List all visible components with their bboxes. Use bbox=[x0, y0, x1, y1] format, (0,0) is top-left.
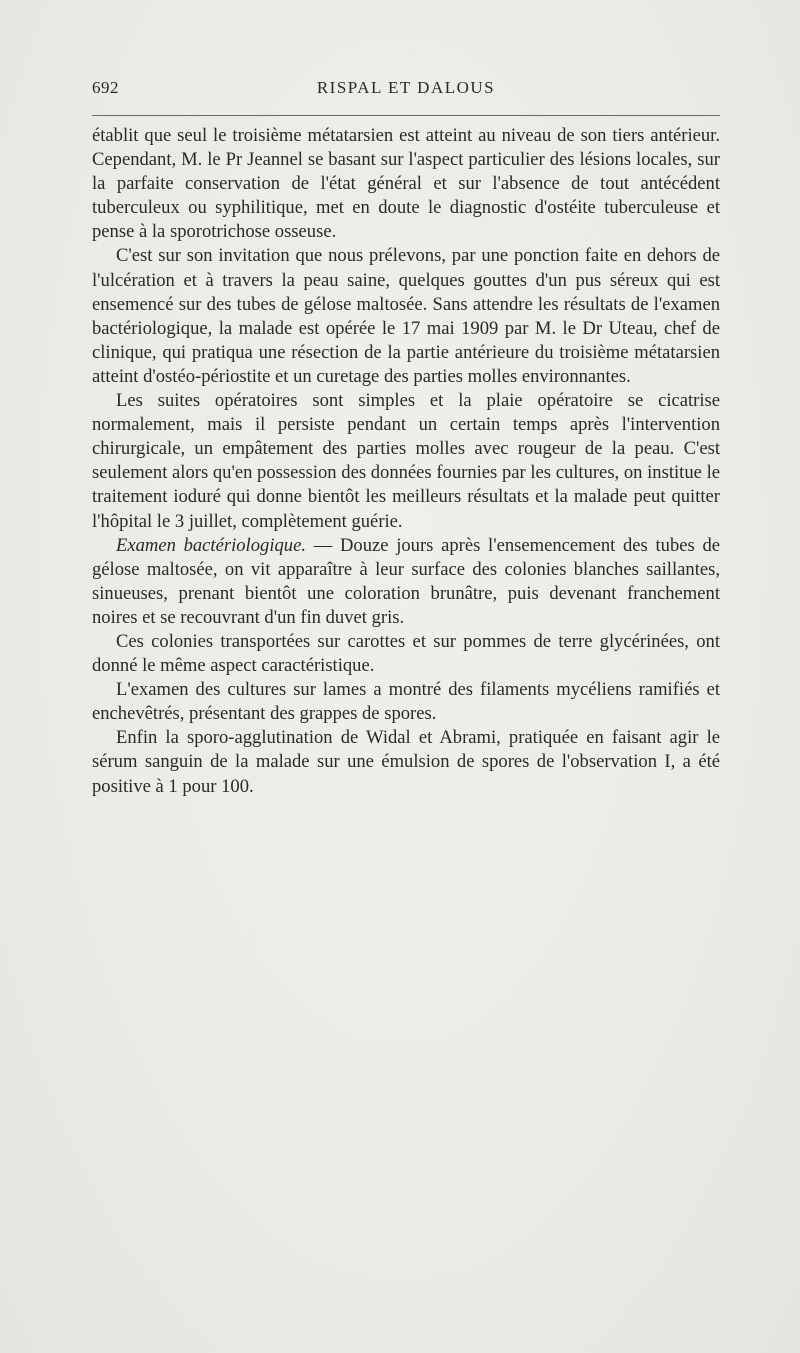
paragraph-1: établit que seul le troisième métatarsien est atteint au niveau de son tiers antérieur. Cependant, M. le Pr Jeannel se basant sur l'aspect particulier des lésions locales, sur la parfaite conservation de l'état général et sur l'absence de tout antécédent tuberculeux ou syphilitique, met en doute le diagnostic d'ostéite tuberculeuse et pense à la sporotrichose osseuse. bbox=[92, 125, 720, 243]
paragraph-5: Ces colonies transportées sur carottes et sur pommes de terre glycérinées, ont donné le même aspect caractéristique. bbox=[92, 630, 720, 677]
paragraph-4-text: — Douze jours après l'ensemencement des tubes de gélose maltosée, on vit apparaître à leur surface des colonies blanches saillantes, sinueuses, prenant bientôt une coloration brunâtre, puis devenant franchement noires et se recouvrant d'un fin duvet gris. bbox=[92, 534, 721, 628]
section-heading: Examen bactériologique. bbox=[116, 534, 306, 556]
paragraph-2: C'est sur son invitation que nous prélevons, par une ponction faite en dehors de l'ulcération et à travers la peau saine, quelques gouttes d'un pus séreux qui est ensemencé sur des tubes de gélose maltosée. Sans attendre les résultats de l'examen bactériologique, la malade est opérée le 17 mai 1909 par M. le Dr Uteau, chef de clinique, qui pratiqua une résection de la partie antérieure du troisième métatarsien atteint d'ostéo-périostite et un curetage des parties molles environnantes. bbox=[92, 245, 720, 387]
page-number: 692 bbox=[92, 78, 119, 97]
body-text bbox=[92, 124, 720, 799]
running-title: RISPAL ET DALOUS bbox=[316, 78, 496, 97]
paragraph-6: L'examen des cultures sur lames a montré des filaments mycéliens ramifiés et enchevêtrés, présentant des grappes de spores. bbox=[92, 679, 720, 725]
paragraph-3: Les suites opératoires sont simples et la plaie opératoire se cicatrise normalement, mais il persiste pendant un certain temps après l'intervention chirurgicale, un empâtement des parties molles avec rougeur de la peau. C'est seulement alors qu'en possession des données fournies par les cultures, on institue le traitement ioduré qui donne bientôt les meilleurs résultats et la malade peut quitter l'hôpital le 3 juillet, complètement guérie. bbox=[92, 390, 720, 532]
page-header bbox=[92, 78, 720, 102]
paragraph-7: Enfin la sporo-agglutination de Widal et Abrami, pratiquée en faisant agir le sérum sanguin de la malade sur une émulsion de spores de l'observation I, a été positive à 1 pour 100. bbox=[92, 727, 720, 797]
paragraph-4 bbox=[92, 534, 720, 630]
header-rule bbox=[92, 115, 720, 116]
